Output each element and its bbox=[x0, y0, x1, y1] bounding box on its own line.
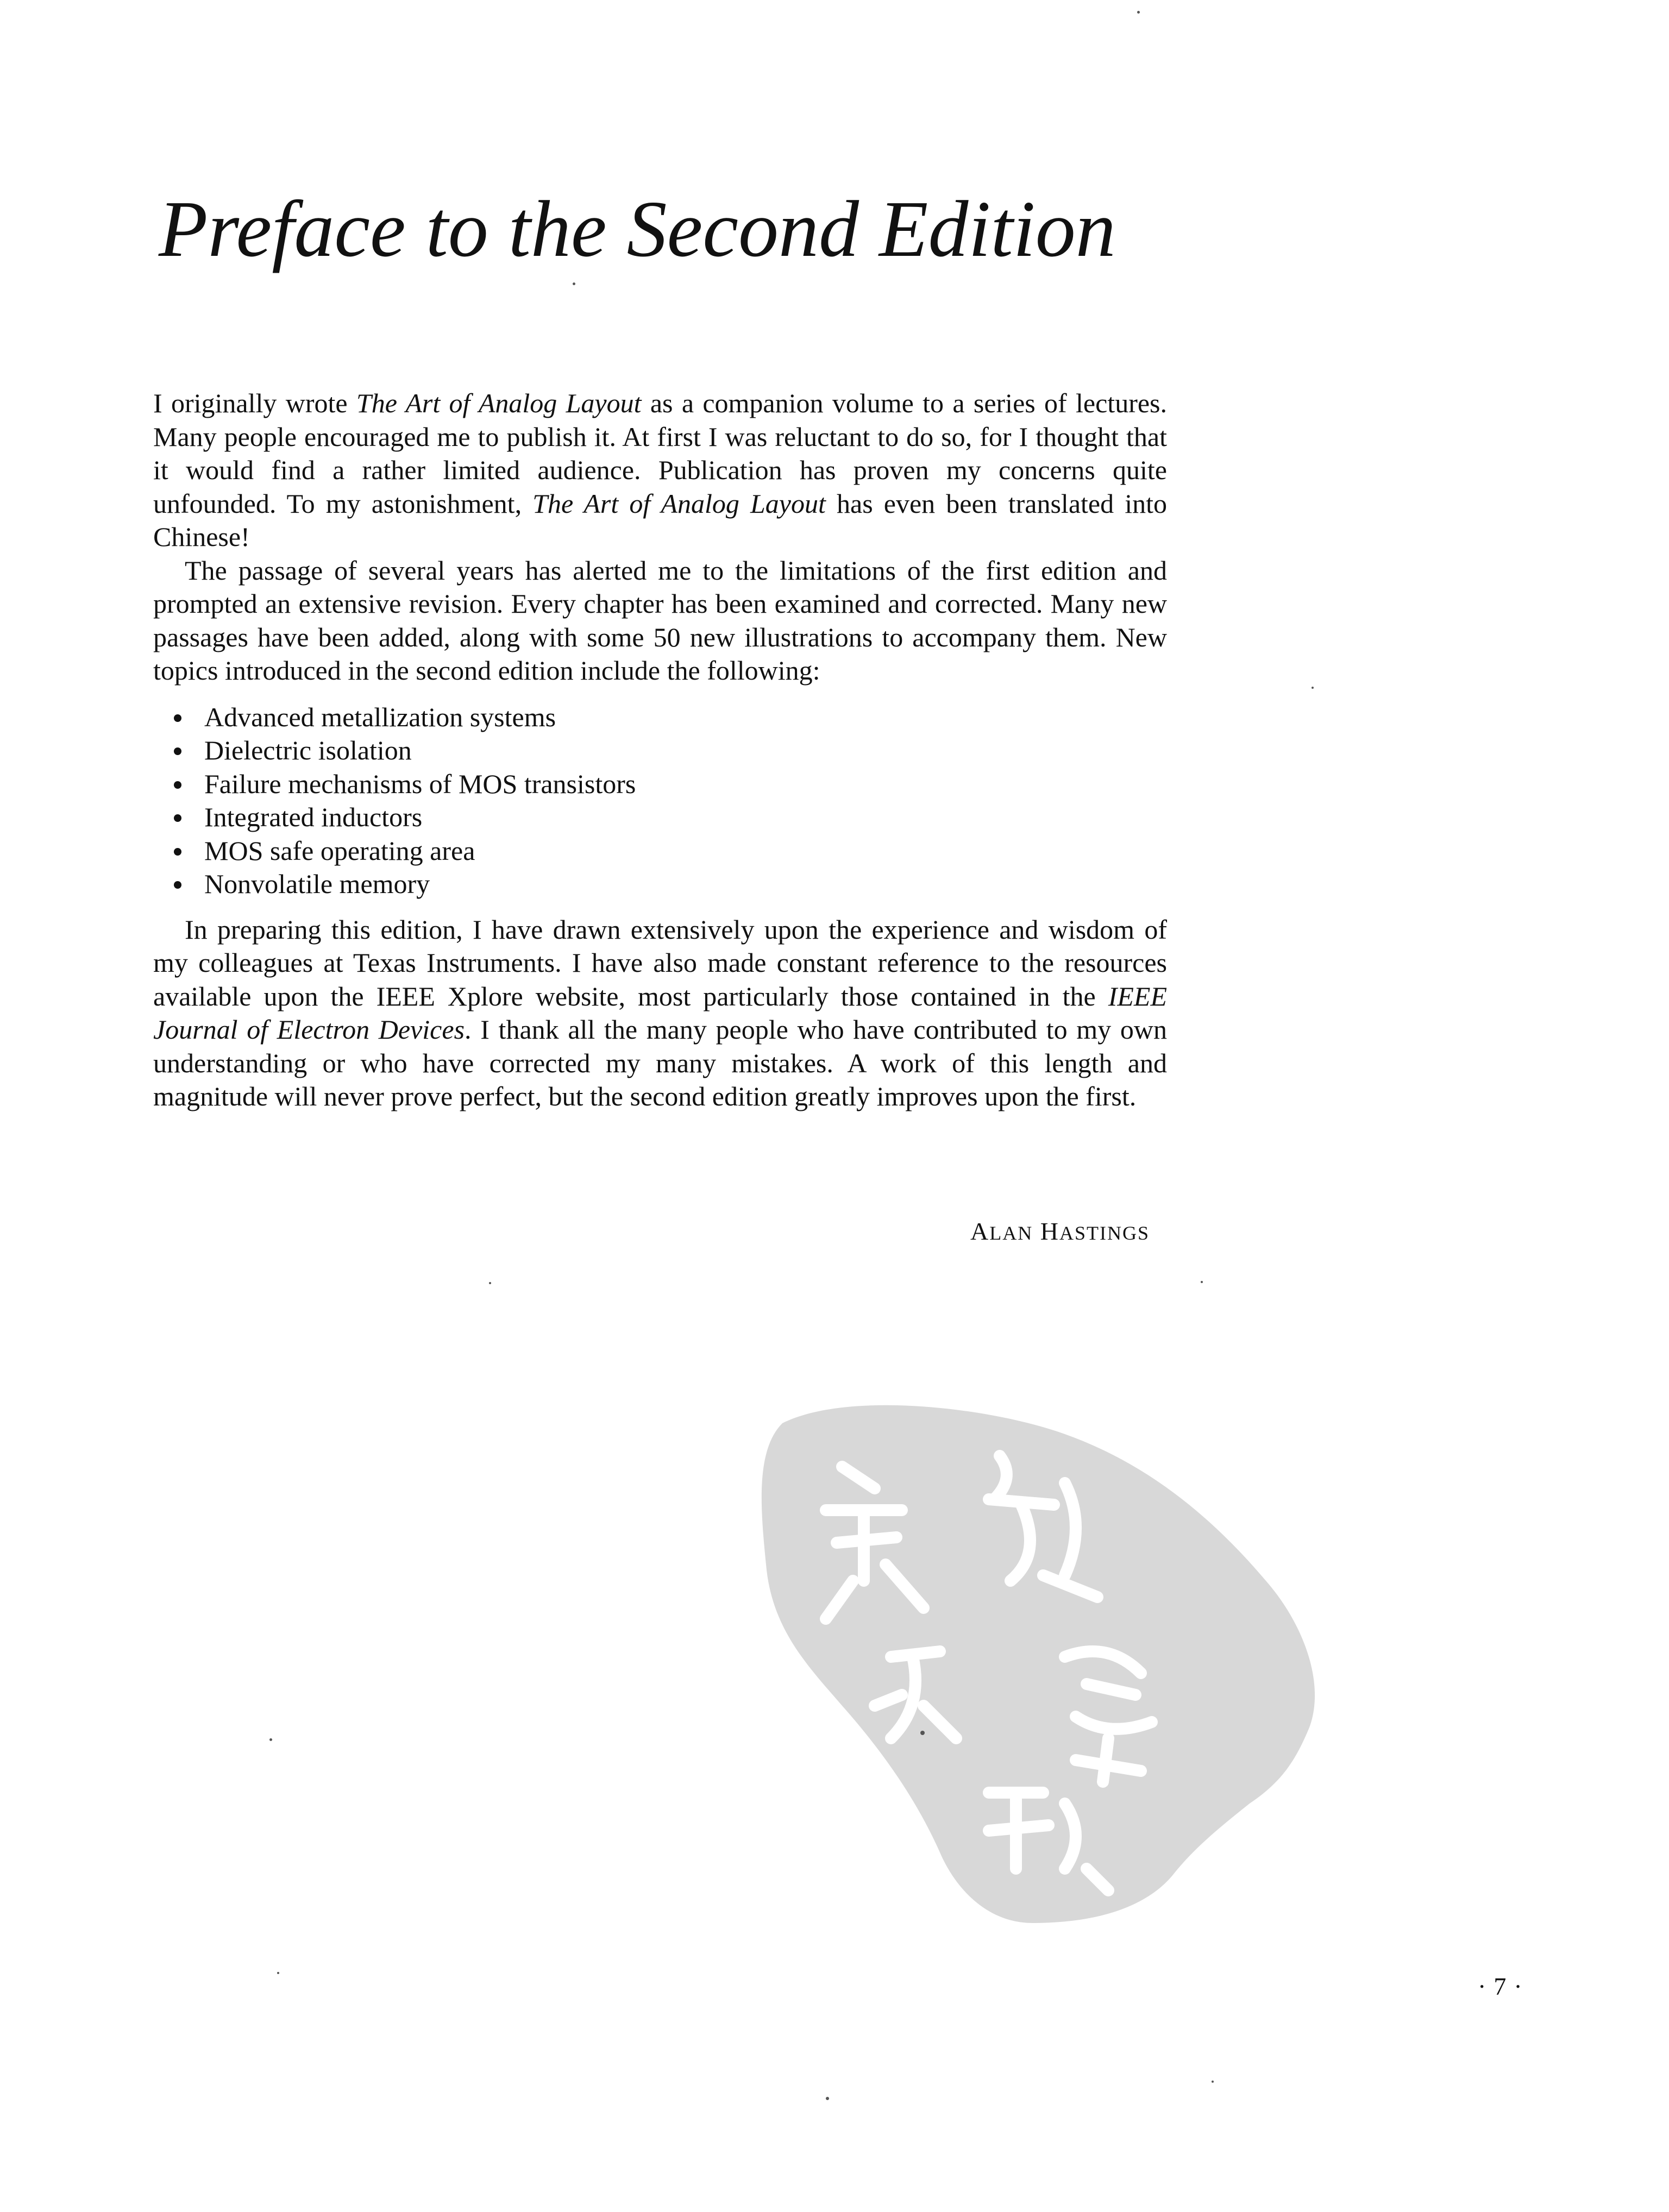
new-topics-list bbox=[153, 701, 1167, 901]
signature-smallcaps-h: ASTINGS bbox=[1059, 1222, 1150, 1244]
list-item-label: Integrated inductors bbox=[204, 802, 423, 832]
scan-speck bbox=[277, 1972, 279, 1974]
book-title-ref-1: The Art of Analog Layout bbox=[356, 388, 642, 418]
scan-speck bbox=[826, 2097, 829, 2100]
page-number: ·7· bbox=[1478, 1972, 1530, 2000]
paragraph-1-text-c: has even been translated into Chinese! bbox=[153, 488, 1167, 552]
scan-speck bbox=[573, 282, 575, 285]
bullet-icon bbox=[174, 714, 181, 722]
scan-speck bbox=[1312, 687, 1314, 689]
list-item bbox=[174, 734, 1167, 768]
preface-body bbox=[153, 387, 1167, 1114]
list-item bbox=[174, 701, 1167, 734]
page-title: Preface to the Second Edition bbox=[159, 185, 1116, 274]
signature-smallcaps-a: LAN bbox=[989, 1222, 1033, 1244]
list-item-label: Failure mechanisms of MOS transistors bbox=[204, 768, 636, 799]
scan-speck bbox=[269, 1738, 272, 1741]
paragraph-3-text-b: . I thank all the many people who have contributed to my own understanding or who have corrected my many mistakes. A work of this length and magnitude will never prove perfect, but the second edition greatly improves upon the first. bbox=[153, 1014, 1167, 1111]
seal-stamp-watermark bbox=[761, 1402, 1320, 1934]
paragraph-1-text-b: as a companion volume to a series of lectures. Many people encouraged me to publish it. At first I was reluctant to do so, for I thought that it would find a rather limited audience. Publication has proven my concerns quite unfounded. To my astonishment, bbox=[153, 388, 1167, 519]
journal-title-ref: IEEE Journal of Electron Devices bbox=[153, 981, 1167, 1045]
scan-speck bbox=[489, 1282, 491, 1284]
scan-speck bbox=[1212, 2081, 1214, 2083]
list-item bbox=[174, 768, 1167, 801]
paragraph-2: The passage of several years has alerted me to the limitations of the first edition and prompted an extensive revision. Every chapter has been examined and corrected. Many new passages have been added, along with some 50 new illustrations to accompany them. New topics introduced in the second edition include the following: bbox=[153, 555, 1167, 686]
author-signature bbox=[970, 1217, 1150, 1246]
paragraph-1 bbox=[153, 387, 1167, 554]
signature-initial-a: A bbox=[970, 1217, 990, 1245]
scan-speck bbox=[1137, 11, 1140, 14]
list-item-label: Advanced metallization systems bbox=[204, 701, 556, 732]
bullet-icon bbox=[174, 747, 181, 755]
paragraph-1-text-a: I originally wrote bbox=[153, 388, 356, 418]
scan-speck bbox=[1201, 1281, 1203, 1283]
scan-speck bbox=[920, 1731, 925, 1735]
bullet-icon bbox=[174, 848, 181, 856]
paragraph-3-text-a: In preparing this edition, I have drawn extensively upon the experience and wisdom of my colleagues at Texas Instruments. I have also made constant reference to the resources available upon the IEEE Xplore website, most particularly those contained in the bbox=[153, 914, 1167, 1011]
seal-stamp-shape bbox=[762, 1405, 1315, 1923]
bullet-icon bbox=[174, 881, 181, 889]
list-item-label: Dielectric isolation bbox=[204, 735, 412, 765]
bullet-icon bbox=[174, 781, 181, 789]
book-title-ref-2: The Art of Analog Layout bbox=[532, 488, 826, 519]
list-item bbox=[174, 801, 1167, 834]
list-item bbox=[174, 868, 1167, 901]
bullet-icon bbox=[174, 814, 181, 822]
list-item bbox=[174, 834, 1167, 868]
list-item-label: MOS safe operating area bbox=[204, 835, 475, 866]
signature-initial-h: H bbox=[1040, 1217, 1059, 1245]
list-item-label: Nonvolatile memory bbox=[204, 869, 430, 899]
paragraph-3 bbox=[153, 913, 1167, 1114]
